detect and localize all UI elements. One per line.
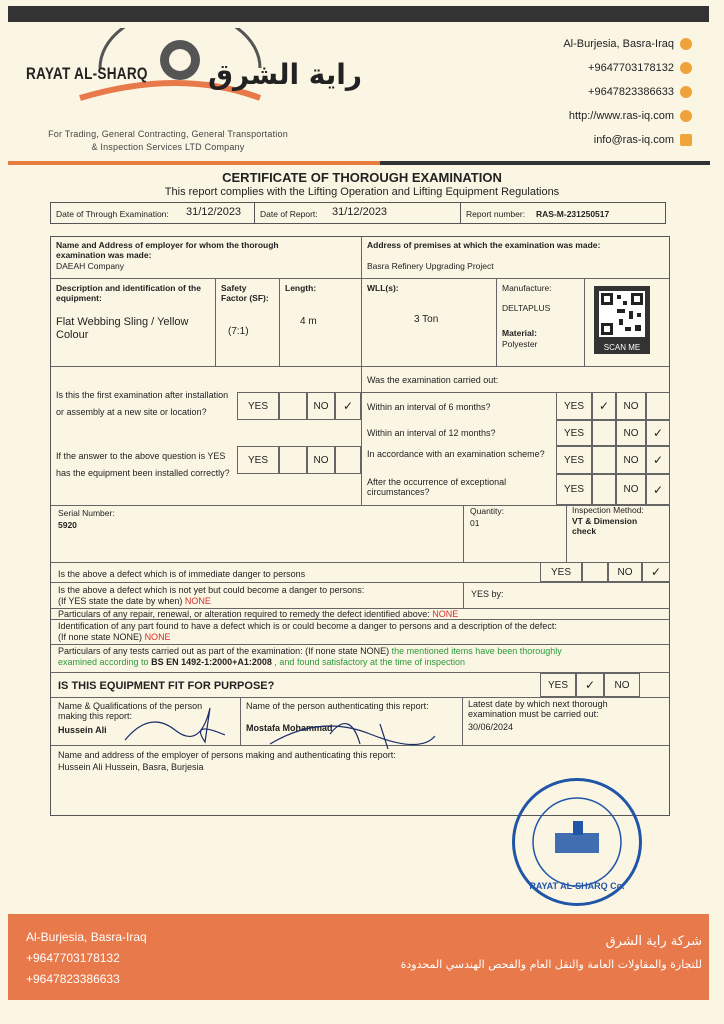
contact-phone-2: +9647823386633 (588, 86, 674, 98)
exam-date-label: Date of Through Examination: (56, 209, 169, 219)
qr-code[interactable] (594, 286, 650, 342)
contact-phone-1: +9647703178132 (588, 62, 674, 74)
except-no-tick[interactable]: ✓ (646, 474, 670, 505)
qualifications-name: Hussein Ali (58, 725, 107, 735)
scheme-no-tick[interactable]: ✓ (646, 446, 670, 474)
description-value: Flat Webbing Sling / Yellow Colour (56, 316, 189, 341)
length-value: 4 m (300, 316, 317, 327)
contact-address: Al-Burjesia, Basra-Iraq (563, 38, 674, 50)
authenticator-label: Name of the person authenticating this report: (246, 701, 429, 711)
repair-value: NONE (432, 609, 459, 619)
top-bar (8, 6, 709, 22)
next-exam-date: 30/06/2024 (468, 722, 514, 732)
exam-scheme: In accordance with an examination scheme? (367, 449, 545, 459)
exceptional-circumstances: After the occurrence of exceptional circumstances? (367, 477, 507, 497)
company-name: RAYAT AL-SHARQ (26, 64, 148, 83)
location-icon (680, 38, 692, 50)
6m-no[interactable]: NO (616, 392, 646, 420)
signature-hussein (120, 700, 230, 750)
first-exam-question: Is this the first examination after installation or assembly at a new site or location? (56, 390, 229, 417)
could-become-danger-hint: (If YES state the date by when) NONE (58, 596, 211, 606)
identification-value: NONE (144, 632, 171, 642)
method-label: Inspection Method: (572, 505, 644, 515)
repair-row: Particulars of any repair, renewal, or alteration required to remedy the defect identified above: NONE (58, 609, 459, 619)
footer-arabic-tagline: للتجارة والمقاولات العامة والنقل العام والفحص الهندسي المحدودة (400, 958, 702, 971)
phone-icon (680, 62, 692, 74)
carried-out-question: Was the examination carried out: (367, 375, 499, 385)
quantity-label: Quantity: (470, 506, 505, 516)
report-number: RAS-M-231250517 (536, 209, 610, 219)
footer-address: Al-Burjesia, Basra-Iraq (26, 930, 147, 944)
company-stamp (512, 778, 642, 906)
safety-factor-label: Safety Factor (SF): (221, 283, 269, 303)
footer-phone-1: +9647703178132 (26, 951, 120, 965)
stamp-text: RAYAT AL-SHARQ Co. (529, 881, 625, 891)
danger-yes[interactable]: YES (540, 562, 582, 582)
header-divider (8, 161, 388, 165)
yes-by-label: YES by: (471, 589, 504, 599)
interval-6-months: Within an interval of 6 months? (367, 402, 491, 412)
identification-row: (If none state NONE) NONE (58, 632, 171, 642)
6m-no-box[interactable] (646, 392, 670, 420)
quantity-value: 01 (470, 518, 480, 528)
danger-no-tick[interactable]: ✓ (642, 562, 670, 582)
certificate-subtitle: This report complies with the Lifting Operation and Lifting Equipment Regulations (164, 186, 560, 198)
material-value: Polyester (502, 339, 538, 349)
first-exam-yes-box[interactable] (279, 392, 307, 420)
interval-12-months: Within an interval of 12 months? (367, 428, 496, 438)
report-date: 31/12/2023 (332, 206, 388, 218)
scheme-yes-box[interactable] (592, 446, 616, 474)
12m-yes-box[interactable] (592, 420, 616, 446)
installed-yes[interactable]: YES (237, 446, 279, 474)
6m-yes-tick[interactable]: ✓ (592, 392, 616, 420)
footer-arabic-name: شركة راية الشرق (605, 934, 702, 949)
installed-yes-box[interactable] (279, 446, 307, 474)
next-exam-label: Latest date by which next thorough examination must be carried out: (468, 699, 608, 719)
12m-no[interactable]: NO (616, 420, 646, 446)
12m-yes[interactable]: YES (556, 420, 592, 446)
identification-label: Identification of any part found to have a defect which is or could become a danger to persons and a description of the defect: (58, 621, 557, 631)
6m-yes[interactable]: YES (556, 392, 592, 420)
web-icon (680, 110, 692, 122)
employer-address-label: Name and address of the employer of persons making and authenticating this report: (58, 750, 396, 760)
except-yes-box[interactable] (592, 474, 616, 505)
exam-date: 31/12/2023 (186, 206, 242, 218)
safety-factor-value: (7:1) (228, 326, 249, 337)
footer-phone-2: +9647823386633 (26, 972, 120, 986)
serial-value: 5920 (58, 520, 77, 530)
12m-no-tick[interactable]: ✓ (646, 420, 670, 446)
premises-label: Address of premises at which the examination was made: (367, 240, 601, 250)
material-label: Material: (502, 328, 537, 338)
authenticator-name: Mostafa Mohammad (246, 723, 333, 733)
contact-website: http://www.ras-iq.com (568, 110, 674, 122)
first-exam-no[interactable]: NO (307, 392, 335, 420)
scheme-no[interactable]: NO (616, 446, 646, 474)
fit-for-purpose-question: IS THIS EQUIPMENT FIT FOR PURPOSE? (58, 680, 275, 692)
fit-yes-tick[interactable]: ✓ (576, 673, 604, 697)
fit-yes[interactable]: YES (540, 673, 576, 697)
could-become-danger-question: Is the above a defect which is not yet but could become a danger to persons: (58, 585, 365, 595)
first-exam-yes[interactable]: YES (237, 392, 279, 420)
qualifications-label: Name & Qualifications of the person making this report: (58, 701, 203, 721)
could-become-danger-value: NONE (184, 596, 211, 606)
wll-label: WLL(s): (367, 283, 399, 293)
immediate-danger-question: Is the above a defect which is of immediate danger to persons (58, 569, 306, 579)
header-divider-dark (380, 161, 710, 165)
scheme-yes[interactable]: YES (556, 446, 592, 474)
email-icon (680, 134, 692, 146)
company-name-arabic: راية الشرق (208, 58, 363, 91)
test-standard: BS EN 1492-1:2000+A1:2008 (151, 657, 272, 667)
fit-no[interactable]: NO (604, 673, 640, 697)
installed-question: If the answer to the above question is YES has the equipment been installed correctly? (56, 451, 230, 478)
tests-row: Particulars of any tests carried out as part of the examination: (If none state NONE) the mentioned items have been thoroughly examined according to BS EN 1492-1:2000+A1:2008 , and found satisfactory at the time of inspection (58, 646, 562, 667)
phone-icon (680, 86, 692, 98)
except-no[interactable]: NO (616, 474, 646, 505)
except-yes[interactable]: YES (556, 474, 592, 505)
company-tagline: For Trading, General Contracting, General Transportation & Inspection Services LTD Company (48, 129, 288, 152)
employer-label: Name and Address of employer for whom the thorough examination was made: (56, 240, 279, 260)
serial-label: Serial Number: (58, 508, 115, 518)
signature-mostafa (260, 704, 440, 754)
description-label: Description and identification of the equipment: (56, 283, 201, 303)
installed-no[interactable]: NO (307, 446, 335, 474)
scan-me-label: SCAN ME (594, 342, 650, 354)
employer-value: DAEAH Company (56, 261, 125, 271)
manufacture-label: Manufacture: (502, 283, 552, 293)
certificate-title: CERTIFICATE OF THOROUGH EXAMINATION (222, 170, 502, 185)
contact-email: info@ras-iq.com (593, 134, 674, 146)
danger-no[interactable]: NO (608, 562, 642, 582)
wll-value: 3 Ton (414, 314, 439, 325)
manufacture-value: DELTAPLUS (502, 303, 551, 313)
danger-yes-box[interactable] (582, 562, 608, 582)
employer-address-value: Hussein Ali Hussein, Basra, Burjesia (58, 762, 204, 772)
installed-no-box[interactable] (335, 446, 361, 474)
first-exam-no-tick[interactable]: ✓ (335, 392, 361, 420)
qr-code-icon (599, 291, 645, 337)
premises-value: Basra Refinery Upgrading Project (367, 261, 494, 271)
length-label: Length: (285, 283, 317, 293)
report-number-label: Report number: (466, 209, 526, 219)
report-date-label: Date of Report: (260, 209, 318, 219)
method-value: VT & Dimension check (572, 516, 638, 536)
